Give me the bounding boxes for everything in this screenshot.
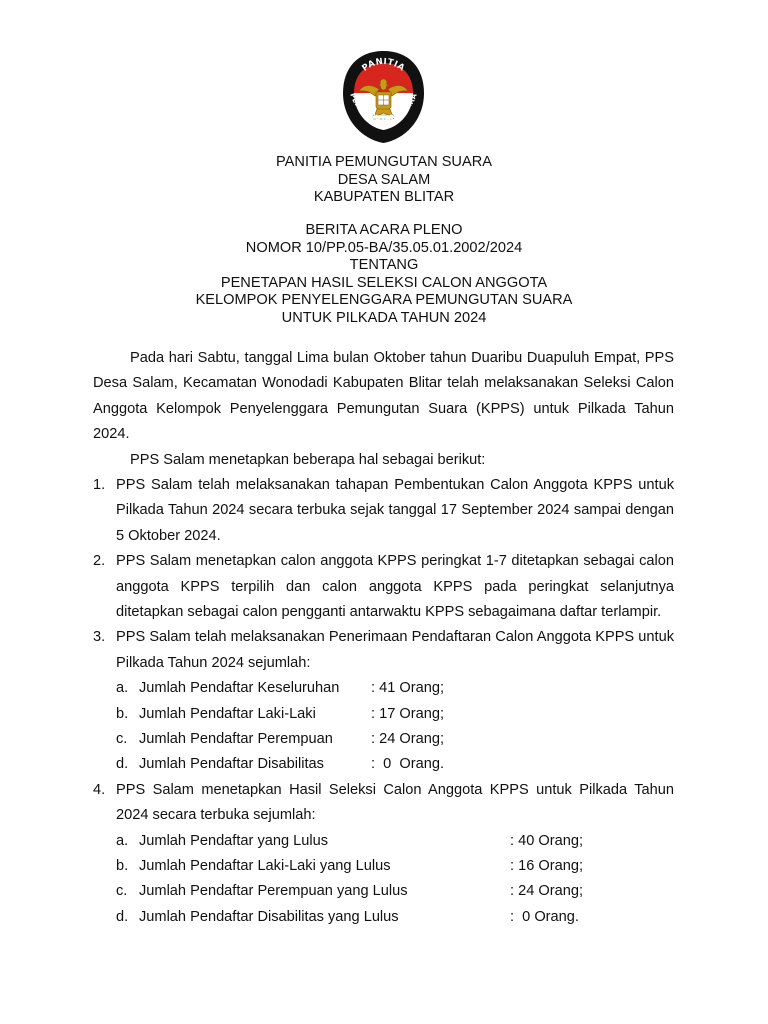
sub-value: : 24 Orang; xyxy=(371,731,445,748)
sub-letter: b. xyxy=(116,858,129,875)
intro-paragraph: Pada hari Sabtu, tanggal Lima bulan Oktober tahun Duaribu Duapuluh Empat, PPS Desa Salam, Kecamatan Wonodadi Kabupaten Blitar telah melaksanakan Seleksi Calon Anggota Kelompok Penyelenggara Pemungutan Suara (KPPS) untuk Pilkada Tahun 2024. xyxy=(93,350,674,443)
list-number: 2. xyxy=(93,553,106,570)
list-text: PPS Salam menetapkan calon anggota KPPS peringkat 1-7 ditetapkan sebagai calon anggota KPPS terpilih dan calon anggota KPPS pada peringkat selanjutnya ditetapkan sebagai calon pengganti antarwaktu KPPS sebagaimana daftar terlampir. xyxy=(116,553,674,621)
sub-value: : 41 Orang; xyxy=(371,680,445,697)
header-line-2: DESA SALAM xyxy=(337,171,431,188)
sub-list-item xyxy=(93,905,674,930)
sub-label: Jumlah Pendaftar Perempuan xyxy=(139,731,333,748)
header-line-3: KABUPATEN BLITAR xyxy=(313,189,455,205)
sub-value: : 40 Orang; xyxy=(510,832,584,849)
sub-value: : 0 Orang. xyxy=(510,908,579,925)
document-number: NOMOR 10/PP.05-BA/35.05.01.2002/2024 xyxy=(245,239,523,256)
list-text: PPS Salam menetapkan Hasil Seleksi Calon Anggota KPPS untuk Pilkada Tahun 2024 secara terbuka sejumlah: xyxy=(116,781,674,824)
list-text: PPS Salam telah melaksanakan tahapan Pembentukan Calon Anggota KPPS untuk Pilkada Tahun 2024 secara terbuka sejak tanggal 17 September 2024 sampai dengan 5 Oktober 2024. xyxy=(116,477,674,544)
title-line-1: BERITA ACARA PLENO xyxy=(305,222,463,238)
sub-letter: a. xyxy=(116,832,129,849)
sub-label: Jumlah Pendaftar Perempuan yang Lulus xyxy=(139,883,408,900)
list-item xyxy=(93,778,674,829)
organization-header xyxy=(0,154,768,207)
list-text: PPS Salam telah melaksanakan Penerimaan Pendaftaran Calon Anggota KPPS untuk Pilkada Tahun 2024 sejumlah: xyxy=(116,629,674,671)
list-item xyxy=(93,549,674,625)
sub-list-item xyxy=(93,829,674,854)
sub-letter: a. xyxy=(116,680,129,697)
list-number: 1. xyxy=(93,477,106,494)
title-line-4: PENETAPAN HASIL SELEKSI CALON ANGGOTA xyxy=(220,274,548,291)
sub-value: : 24 Orang; xyxy=(510,883,584,900)
sub-letter: d. xyxy=(116,908,129,925)
sub-list-item xyxy=(93,854,674,879)
sub-value: : 0 Orang. xyxy=(371,756,445,773)
logo-top-text: PANITIA xyxy=(360,56,407,74)
sub-label: Jumlah Pendaftar Disabilitas yang Lulus xyxy=(139,908,399,925)
header-line-1: PANITIA PEMUNGUTAN SUARA xyxy=(276,154,492,170)
sub-list-item xyxy=(93,702,674,727)
sub-label: Jumlah Pendaftar Keseluruhan xyxy=(139,680,340,697)
kpu-emblem-logo xyxy=(339,49,428,145)
sub-label: Jumlah Pendaftar Laki-Laki yang Lulus xyxy=(139,858,391,875)
document-body xyxy=(93,346,674,930)
list-number: 3. xyxy=(93,629,106,646)
sub-letter: c. xyxy=(116,883,128,900)
sub-value: : 16 Orang; xyxy=(510,858,584,875)
lead-paragraph: PPS Salam menetapkan beberapa hal sebagai berikut: xyxy=(130,451,486,468)
title-line-5: KELOMPOK PENYELENGGARA PEMUNGUTAN SUARA xyxy=(195,292,573,308)
sub-list-item xyxy=(93,676,674,701)
sub-label: Jumlah Pendaftar Disabilitas xyxy=(139,756,324,773)
sub-label: Jumlah Pendaftar Laki-Laki xyxy=(139,705,316,722)
document-title xyxy=(0,222,768,327)
sub-letter: d. xyxy=(116,756,129,773)
sub-value: : 17 Orang; xyxy=(371,705,445,722)
title-line-6: UNTUK PILKADA TAHUN 2024 xyxy=(281,309,487,326)
sub-list-item xyxy=(93,752,674,777)
title-line-3: TENTANG xyxy=(349,257,419,273)
sub-letter: b. xyxy=(116,705,129,722)
list-item xyxy=(93,473,674,549)
sub-label: Jumlah Pendaftar yang Lulus xyxy=(139,832,329,849)
sub-list-item xyxy=(93,727,674,752)
sub-list-item xyxy=(93,879,674,904)
sub-letter: c. xyxy=(116,731,128,748)
list-number: 4. xyxy=(93,781,106,798)
list-item xyxy=(93,625,674,676)
logo-bottom-text: PEMUNGUTAN SUARA xyxy=(348,92,419,123)
